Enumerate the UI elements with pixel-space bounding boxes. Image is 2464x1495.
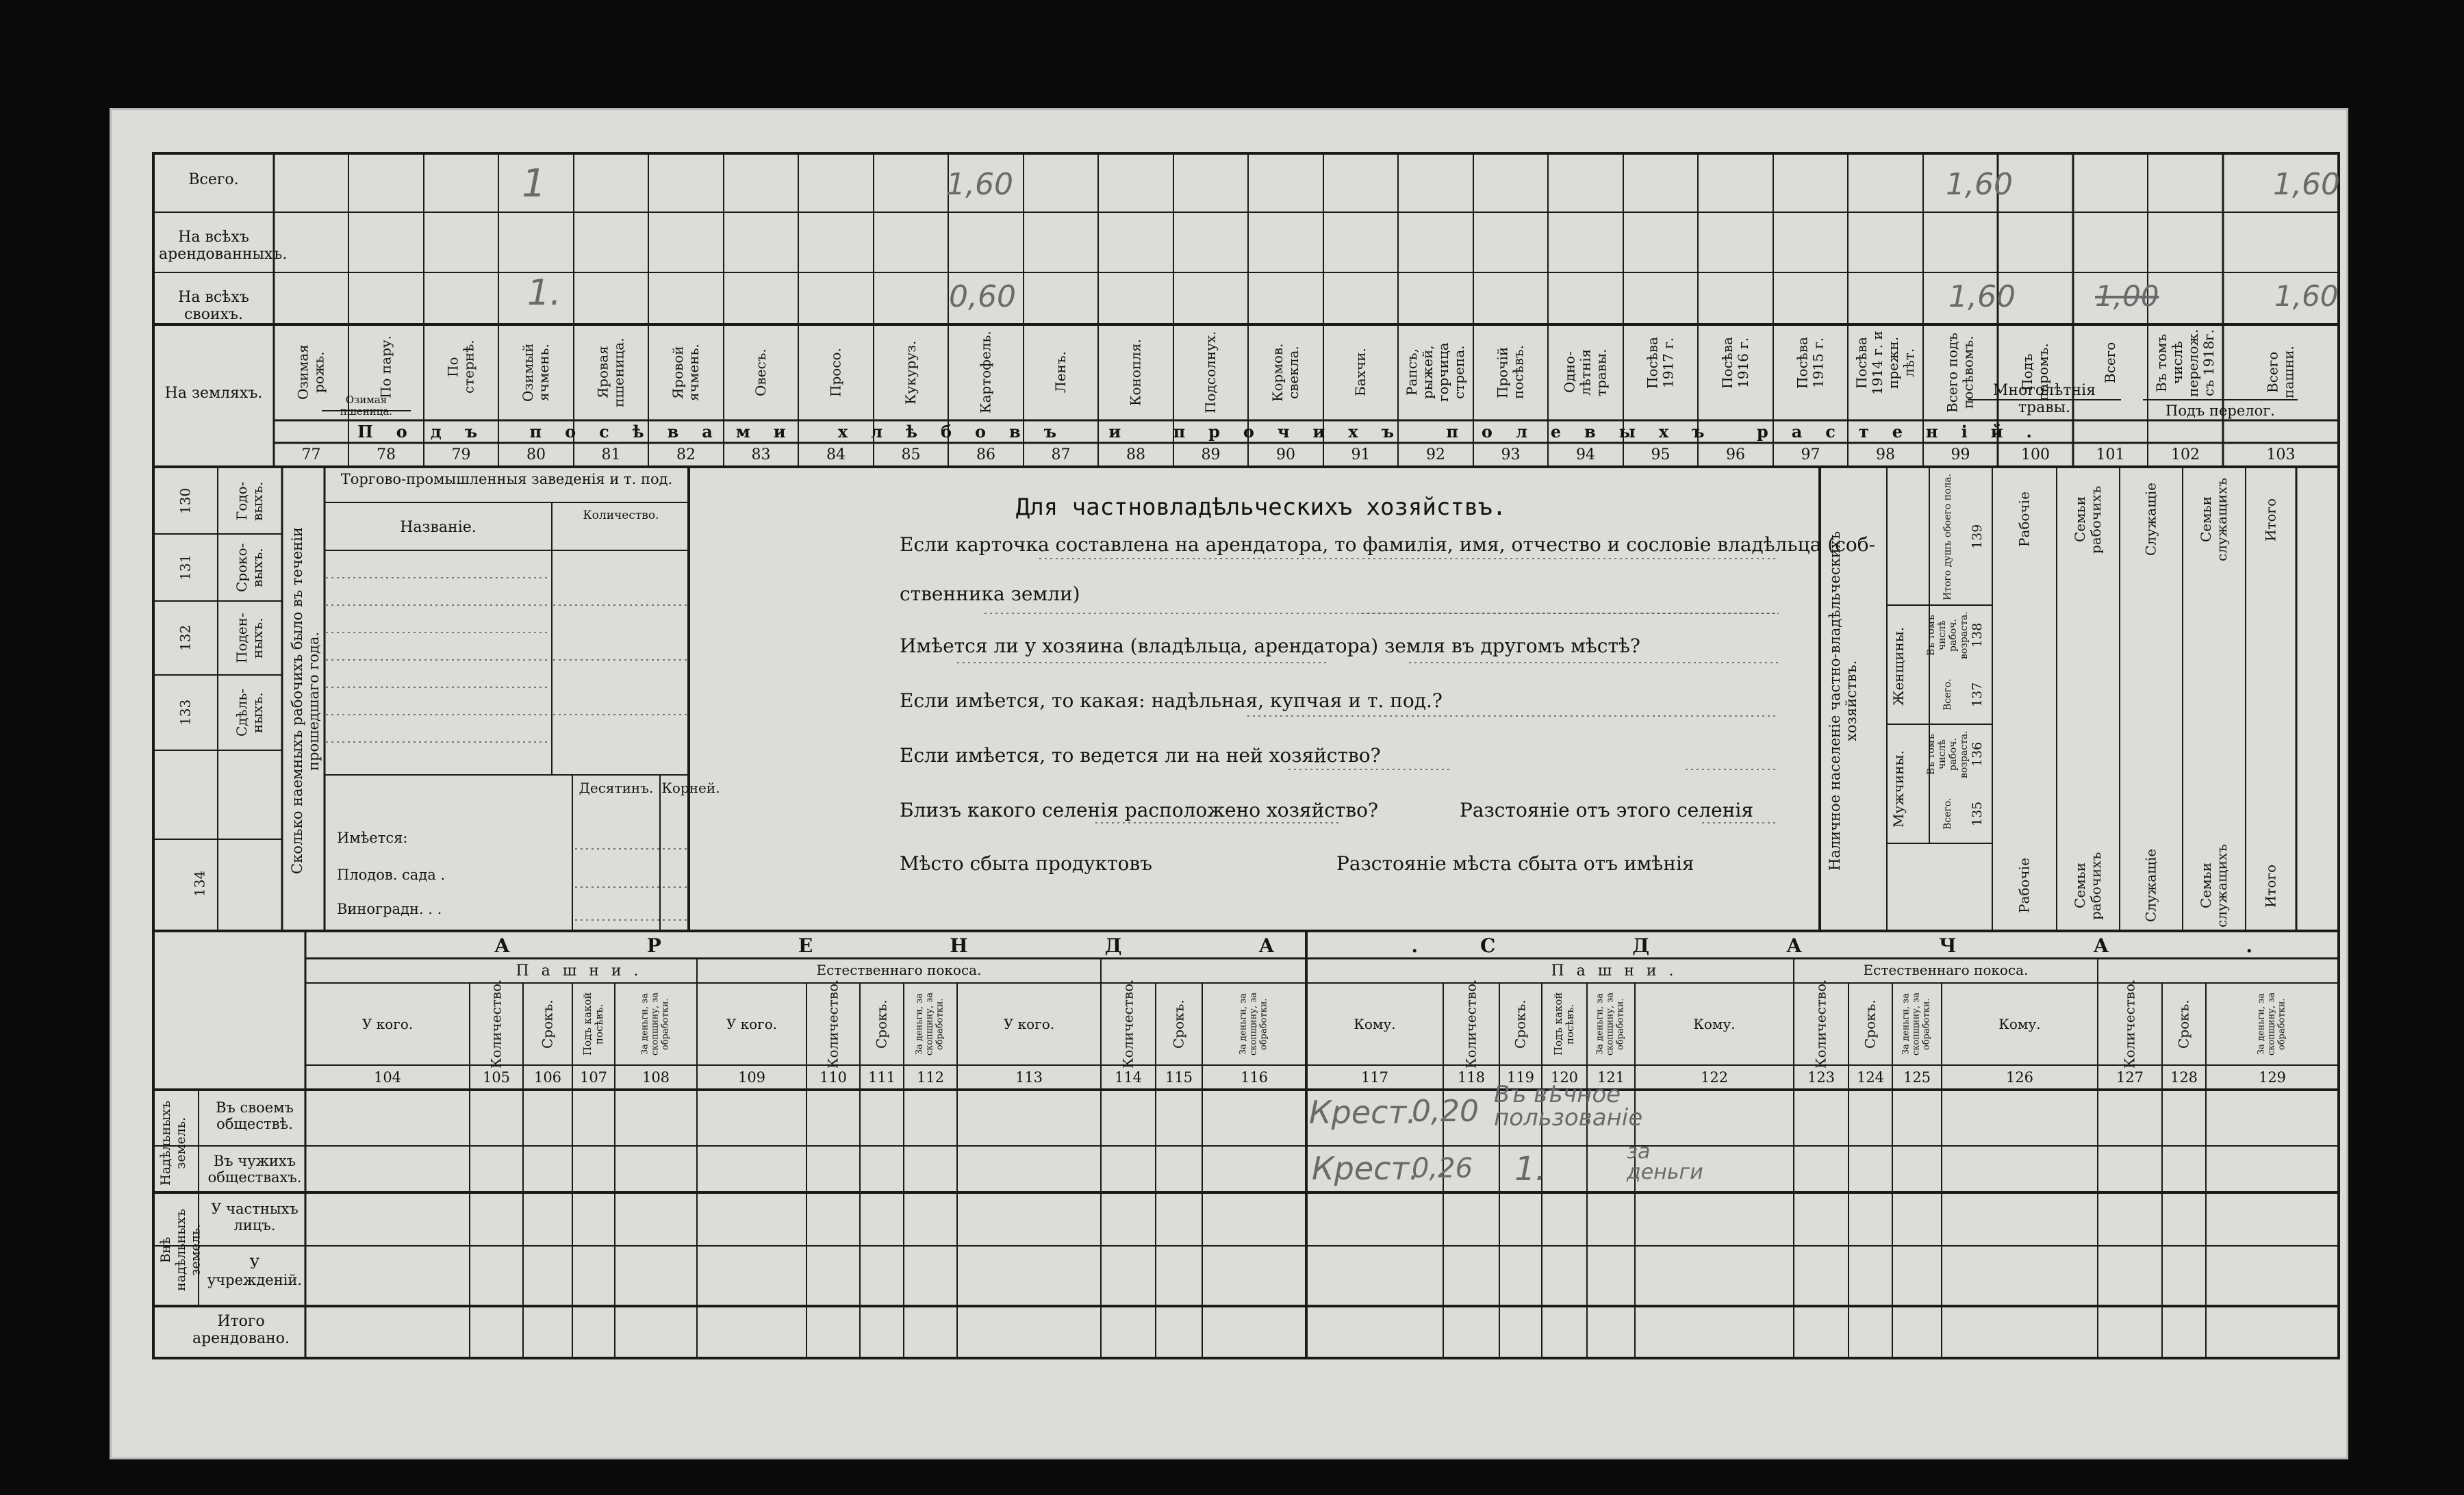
arenda-head-113: У кого. [1003, 1015, 1055, 1032]
crops-table [152, 152, 2340, 468]
right-col-bottom-3: Семьи служащихъ [2198, 844, 2230, 928]
trade-title: Торгово-промышленныя заведенія и т. под. [340, 471, 673, 487]
header-col-96: Посѣва 1916 г. [1719, 337, 1751, 389]
korney-header: Корней. [661, 780, 720, 796]
header-col-101: Всего [2102, 342, 2118, 384]
hired-num-133: 133 [177, 699, 194, 726]
sdacha-num-124: 124 [1856, 1069, 1885, 1086]
row-svoem-obshchestve: Въ своемъ обществѣ. [216, 1099, 294, 1133]
arenda-title: АРЕНДА. [494, 934, 1555, 957]
arenda-head-110: Количество. [824, 979, 841, 1069]
pop-num-136: 136 [1970, 741, 1985, 767]
hand-vsego-99: 1,60 [1946, 167, 2013, 202]
col-number-85: 85 [901, 446, 921, 463]
arenda-num-109: 109 [737, 1069, 766, 1086]
hired-label-132: Поден-ныхъ. [233, 613, 266, 663]
sdacha-head-120: Подъ какой посѣвъ. [1551, 992, 1576, 1056]
pop-label-136: Въ томъ числѣ рабоч. возраста. [1925, 730, 1970, 778]
row-itogo-arendovano: Итого арендовано. [192, 1313, 290, 1348]
sdacha-num-125: 125 [1903, 1069, 1931, 1086]
sdacha-head-127: Количество. [2121, 979, 2138, 1069]
question-1a: Если карточка составлена на арендатора, то фамилія, имя, отчество и сословіе владѣльца (соб- [900, 533, 1876, 556]
right-col-top-3: Семьи служащихъ [2198, 478, 2230, 561]
hired-num-134: 134 [191, 870, 208, 897]
right-col-top-1: Семьи рабочихъ [2072, 485, 2104, 554]
sdacha-num-117: 117 [1360, 1069, 1389, 1086]
arenda-head-106: Срокъ. [539, 999, 556, 1049]
header-col-91: Бахчи. [1352, 348, 1369, 397]
row-label-vsego: Всего. [188, 171, 239, 188]
row-chastnyh-lits: У частныхъ лицъ. [211, 1201, 299, 1234]
arenda-num-111: 111 [867, 1069, 896, 1086]
header-col-86: Картофель. [977, 331, 994, 414]
header-col-81: Яровая пшеница. [594, 337, 627, 407]
right-col-bottom-4: Итого [2262, 864, 2279, 908]
pod-perelog-label: Подъ перелог. [2165, 402, 2275, 419]
hand-r2-za: за деньги [1627, 1140, 1703, 1184]
trade-count-header: Количество. [583, 509, 659, 522]
col-number-100: 100 [2021, 446, 2050, 463]
sdacha-head-122: Кому. [1693, 1015, 1736, 1032]
sdacha-head-117: Кому. [1354, 1015, 1396, 1032]
arenda-pashni-label: Пашни. [516, 962, 651, 980]
sdacha-num-123: 123 [1807, 1069, 1836, 1086]
col-number-81: 81 [601, 446, 621, 463]
col-number-87: 87 [1051, 446, 1071, 463]
hired-label-131: Сроко-выхъ. [233, 543, 266, 592]
col-number-86: 86 [976, 446, 995, 463]
arenda-num-110: 110 [819, 1069, 848, 1086]
header-col-99: Всего подъ посѣвомъ. [1944, 332, 1977, 413]
col-number-83: 83 [751, 446, 771, 463]
right-col-top-4: Итого [2262, 498, 2279, 541]
arenda-head-107: Подъ какой посѣвъ. [581, 992, 605, 1056]
row-uchrezhdeniy: У учрежденій. [207, 1255, 303, 1289]
sdacha-num-119: 119 [1506, 1069, 1535, 1086]
hired-num-131: 131 [177, 554, 194, 581]
sdacha-head-124: Срокъ. [1862, 999, 1879, 1049]
header-col-100: Подъ паромъ. [2019, 343, 2051, 402]
arenda-num-105: 105 [482, 1069, 511, 1086]
col-number-103: 103 [2266, 446, 2296, 463]
pop-num-138: 138 [1970, 622, 1985, 648]
col-number-92: 92 [1426, 446, 1445, 463]
question-2: Имѣется ли у хозяина (владѣльца, арендатора) земля въ другомъ мѣстѣ? [900, 635, 1640, 657]
sdacha-head-128: Срокъ. [2175, 999, 2192, 1049]
header-col-94: Одно-лѣтнія травы. [1561, 348, 1610, 396]
ozimaya-pshenitsa-label: Озимая пшеница. [340, 394, 393, 418]
arenda-head-112: За деньги, за скопщину, за обработки. [914, 992, 945, 1056]
header-col-84: Просо. [827, 348, 844, 397]
arenda-head-108: За деньги, за скопщину, за обработки. [639, 992, 671, 1056]
header-col-95: Посѣва 1917 г. [1644, 337, 1677, 389]
header-col-87: Ленъ. [1052, 351, 1069, 394]
hand-r1-komu: Крест. [1309, 1094, 1417, 1131]
hand-r2-srok: 1. [1514, 1150, 1546, 1188]
col-number-94: 94 [1576, 446, 1595, 463]
header-col-88: Конопля. [1127, 339, 1144, 406]
col-number-98: 98 [1876, 446, 1895, 463]
col-number-96: 96 [1726, 446, 1745, 463]
hand-r1-kol: 0,20 [1412, 1094, 1479, 1129]
hand-svoi-101: 1,00 [2095, 279, 2159, 313]
sdacha-num-128: 128 [2170, 1069, 2198, 1086]
col-number-80: 80 [526, 446, 546, 463]
col-number-78: 78 [377, 446, 396, 463]
arenda-num-115: 115 [1165, 1069, 1193, 1086]
col-number-95: 95 [1651, 446, 1671, 463]
arenda-num-104: 104 [373, 1069, 402, 1086]
header-col-80: Озимый ячмень. [520, 343, 552, 402]
hired-label-130: Годо-выхъ. [233, 481, 266, 521]
arenda-num-112: 112 [916, 1069, 945, 1086]
row-label-arendovannyh: На всѣхъ арендованныхъ. [159, 229, 288, 264]
header-col-93: Прочій посѣвъ. [1494, 345, 1527, 400]
pop-num-139: 139 [1970, 524, 1985, 550]
pop-label-139: Итого душъ обоего пола. [1942, 473, 1953, 600]
sdacha-pashni-label: Пашни. [1551, 962, 1686, 980]
col-number-99: 99 [1951, 446, 1970, 463]
hand-svoi-99: 1,60 [1948, 279, 2016, 314]
header-col-90: Кормов. свекла. [1269, 343, 1301, 402]
row-label-svoih: На всѣхъ своихъ. [178, 289, 249, 324]
hand-svoi-79: 1. [527, 272, 561, 314]
col-number-89: 89 [1201, 446, 1221, 463]
col-number-101: 101 [2096, 446, 2125, 463]
sdacha-head-118: Количество. [1462, 979, 1479, 1069]
arenda-num-106: 106 [533, 1069, 562, 1086]
mnogoletnie-label: Многолѣтнія травы. [1992, 382, 2096, 417]
hired-label-133: Сдѣль-ныхъ. [233, 688, 266, 737]
sdacha-num-122: 122 [1700, 1069, 1729, 1086]
header-col-97: Посѣва 1915 г. [1794, 337, 1827, 389]
row-label-na-zemlyah: На земляхъ. [164, 385, 263, 402]
sdacha-title: СДАЧА. [1480, 934, 2390, 957]
question-5a: Близъ какого селенія расположено хозяйство? [900, 799, 1379, 821]
group-vne-nadelnyh: Внѣ надѣльныхъ земель. [158, 1208, 203, 1292]
header-col-77: Озимая рожь. [294, 344, 327, 400]
question-5b: Разстояніе отъ этого селенія [1460, 799, 1753, 821]
arenda-num-113: 113 [1015, 1069, 1043, 1086]
question-4: Если имѣется, то ведется ли на ней хозяйство? [900, 744, 1381, 767]
pop-label-135: Всего. [1942, 797, 1953, 830]
sdacha-head-121: За деньги, за скопщину, за обработки. [1595, 992, 1626, 1056]
header-col-83: Овесъ. [752, 348, 769, 396]
col-number-102: 102 [2171, 446, 2200, 463]
population-men: Мужчины. [1890, 750, 1907, 828]
right-col-bottom-0: Рабочіе [2016, 858, 2033, 914]
col-number-82: 82 [676, 446, 696, 463]
private-title: Для частновладѣльческихъ хозяйствъ. [1015, 494, 1507, 521]
pop-num-135: 135 [1970, 801, 1985, 827]
arenda-head-111: Срокъ. [873, 999, 890, 1049]
group-nadelnyh: Надѣльныхъ земель. [158, 1100, 188, 1186]
hired-num-132: 132 [177, 624, 194, 652]
hired-num-130: 130 [177, 487, 194, 515]
hand-svoi-85: 0,60 [949, 279, 1016, 314]
plodov-sada-label: Плодов. сада . [337, 867, 446, 883]
col-number-93: 93 [1501, 446, 1521, 463]
arenda-head-116: За деньги, за скопщину, за обработки. [1238, 992, 1269, 1056]
sdacha-num-120: 120 [1550, 1069, 1579, 1086]
sdacha-head-126: Кому. [1998, 1015, 2041, 1032]
imeetsya-label: Имѣется: [337, 830, 408, 846]
arenda-num-114: 114 [1114, 1069, 1143, 1086]
arenda-head-109: У кого. [726, 1015, 778, 1032]
col-number-77: 77 [301, 446, 321, 463]
sdacha-head-119: Срокъ. [1512, 999, 1529, 1049]
sdacha-head-129: За деньги, за скопщину, за обработки. [2256, 992, 2287, 1056]
population-title: Наличное населеніе частно-владѣльческихъ хозяйствъ. [1827, 531, 1860, 871]
population-women: Женщины. [1890, 626, 1907, 706]
col-number-91: 91 [1351, 446, 1371, 463]
lease-table [152, 932, 2390, 1359]
header-col-79: По стернѣ. [444, 340, 477, 394]
hand-r1-srok: Въ вѣчное пользованіе [1494, 1081, 1643, 1132]
arenda-num-116: 116 [1240, 1069, 1269, 1086]
right-col-top-2: Служащіе [2142, 483, 2159, 557]
col-number-88: 88 [1126, 446, 1145, 463]
hand-vsego-79: 1 [522, 162, 546, 206]
header-col-78: По пару. [377, 335, 394, 399]
header-col-98: Посѣва 1914 г. и прежн. лѣт. [1853, 331, 1917, 395]
row-chuzhih-obshchestvah: Въ чужихъ обществахъ. [207, 1153, 302, 1186]
arenda-pokos-label: Естественнаго покоса. [816, 962, 982, 978]
sdacha-pokos-label: Естественнаго покоса. [1863, 962, 2029, 978]
header-col-82: Яровой ячмень. [670, 344, 702, 401]
sdacha-num-126: 126 [2005, 1069, 2034, 1086]
hand-r2-komu: Крест. [1312, 1150, 1419, 1187]
desyatin-header: Десятинъ. [579, 780, 654, 796]
header-col-85: Кукуруз. [902, 340, 919, 405]
question-6a: Мѣсто сбыта продуктовъ [900, 852, 1152, 875]
hand-vsego-85: 1,60 [946, 167, 1013, 202]
middle-section [152, 468, 2340, 932]
sdacha-head-123: Количество. [1812, 979, 1829, 1069]
question-6b: Разстояніе мѣста сбыта отъ имѣнія [1336, 852, 1694, 875]
arenda-head-115: Срокъ. [1170, 999, 1187, 1049]
question-3: Если имѣется, то какая: надѣльная, купчая и т. под.? [900, 689, 1443, 712]
header-col-89: Подсолнух. [1202, 331, 1219, 414]
arenda-num-108: 108 [642, 1069, 670, 1086]
vinograd-label: Виноградн. . . [337, 901, 442, 917]
hand-svoi-103: 1,60 [2274, 279, 2339, 313]
col-number-79: 79 [451, 446, 471, 463]
sdacha-num-129: 129 [2258, 1069, 2287, 1086]
pop-num-137: 137 [1970, 682, 1985, 708]
census-card [110, 108, 2390, 1459]
sdacha-num-121: 121 [1597, 1069, 1625, 1086]
col-number-97: 97 [1801, 446, 1820, 463]
question-1b: ственника земли) [900, 583, 1080, 605]
arenda-head-104: У кого. [361, 1015, 414, 1032]
col-number-90: 90 [1276, 446, 1295, 463]
header-col-103: Всего пашни. [2264, 346, 2297, 399]
pop-label-137: Всего. [1942, 678, 1953, 711]
header-col-102: Въ томъ числѣ перелож. съ 1918г. [2153, 329, 2217, 397]
right-col-bottom-1: Семьи рабочихъ [2072, 852, 2104, 920]
arenda-head-105: Количество. [487, 979, 505, 1069]
header-col-92: Рапсъ, рыжей, горчица стрепа. [1404, 342, 1467, 402]
trade-name-header: Названіе. [400, 519, 477, 536]
pop-label-138: Въ томъ числѣ рабоч. возраста. [1925, 611, 1970, 659]
hired-title: Сколько наемныхъ рабочихъ было въ теченіи прошедшаго года. [289, 527, 322, 875]
sdacha-head-125: За деньги, за скопщину, за обработки. [1901, 992, 1932, 1056]
hand-r2-kol: 0,26 [1412, 1153, 1473, 1184]
col-number-84: 84 [826, 446, 846, 463]
right-col-bottom-2: Служащіе [2142, 849, 2159, 923]
sdacha-num-118: 118 [1457, 1069, 1486, 1086]
hand-vsego-103: 1,60 [2273, 167, 2340, 202]
arenda-head-114: Количество. [1119, 979, 1136, 1069]
arenda-num-107: 107 [579, 1069, 608, 1086]
right-col-top-0: Рабочіе [2016, 491, 2033, 548]
sdacha-num-127: 127 [2116, 1069, 2144, 1086]
band-title: Подъ посѣвами хлѣбовъ и прочихъ полевыхъ растеній. [357, 422, 2055, 442]
